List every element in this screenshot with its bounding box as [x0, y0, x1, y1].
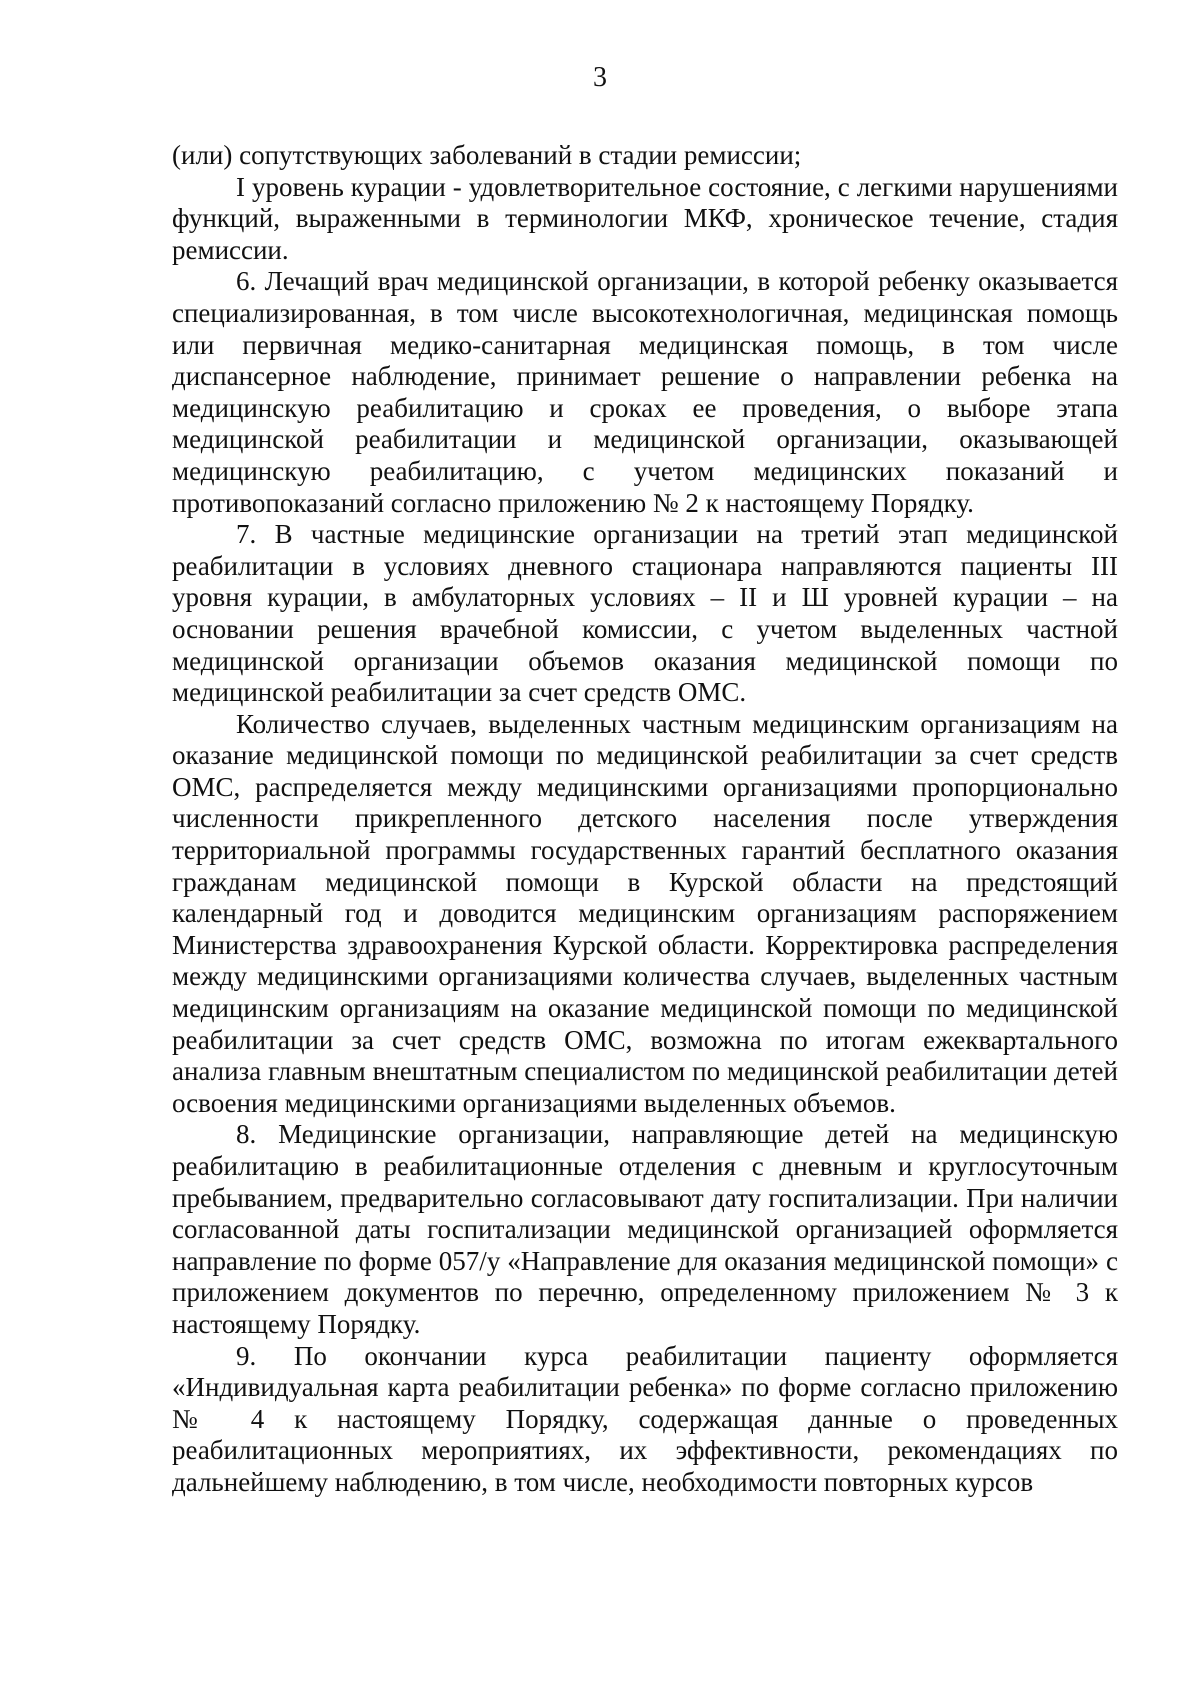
- paragraph-continuation: (или) сопутствующих заболеваний в стадии ремиссии;: [172, 140, 802, 170]
- page-number: 3: [593, 62, 607, 93]
- paragraph-item-9: 9. По окончании курса реабилитации пациенту оформляется «Индивидуальная карта реабилитации ребенка» по форме согласно приложению № 4 к настоящему Порядку, содержащая данные о проведенных реабилитационных мероприятиях, их эффективности, рекомендациях по дальнейшему наблюдению, в том числе, необходимости повторных курсов: [172, 1340, 1118, 1497]
- document-body: [172, 140, 1118, 1499]
- paragraph-item-8: 8. Медицинские организации, направляющие детей на медицинскую реабилитацию в реабилитационные отделения с дневным и круглосуточным пребыванием, предварительно согласовывают дату госпитализации. При наличии согласованной даты госпитализации медицинской организацией оформляется направление по форме 057/у «Направление для оказания медицинской помощи» с приложением документов по перечню, определенному приложением № 3 к настоящему Порядку.: [172, 1119, 1118, 1339]
- paragraph-item-7: 7. В частные медицинские организации на третий этап медицинской реабилитации в условиях дневного стационара направляются пациенты III уровня курации, в амбулаторных условиях – II и Ш уровней курации – на основании решения врачебной комиссии, с учетом выделенных частной медицинской организации объемов оказания медицинской помощи по медицинской реабилитации за счет средств ОМС.: [172, 519, 1118, 708]
- paragraph-cases-distribution: Количество случаев, выделенных частным медицинским организациям на оказание медицинской помощи по медицинской реабилитации за счет средств ОМС, распределяется между медицинскими организациями пропорционально численности прикрепленного детского населения после утверждения территориальной программы государственных гарантий бесплатного оказания гражданам медицинской помощи в Курской области на предстоящий календарный год и доводится медицинским организациям распоряжением Министерства здравоохранения Курской области. Корректировка распределения между медицинскими организациями количества случаев, выделенных частным медицинским организациям на оказание медицинской помощи по медицинской реабилитации за счет средств ОМС, возможна по итогам ежеквартального анализа главным внештатным специалистом по медицинской реабилитации детей освоения медицинскими организациями выделенных объемов.: [172, 708, 1118, 1118]
- paragraph-item-6: 6. Лечащий врач медицинской организации, в которой ребенку оказывается специализированная, в том числе высокотехнологичная, медицинская помощь или первичная медико-санитарная медицинская помощь, в том числе диспансерное наблюдение, принимает решение о направлении ребенка на медицинскую реабилитацию и сроках ее проведения, о выборе этапа медицинской реабилитации и медицинской организации, оказывающей медицинскую реабилитацию, с учетом медицинских показаний и противопоказаний согласно приложению № 2 к настоящему Порядку.: [172, 266, 1118, 518]
- paragraph-curation-level-1: I уровень курации - удовлетворительное состояние, с легкими нарушениями функций, выраженными в терминологии МКФ, хроническое течение, стадия ремиссии.: [172, 171, 1118, 265]
